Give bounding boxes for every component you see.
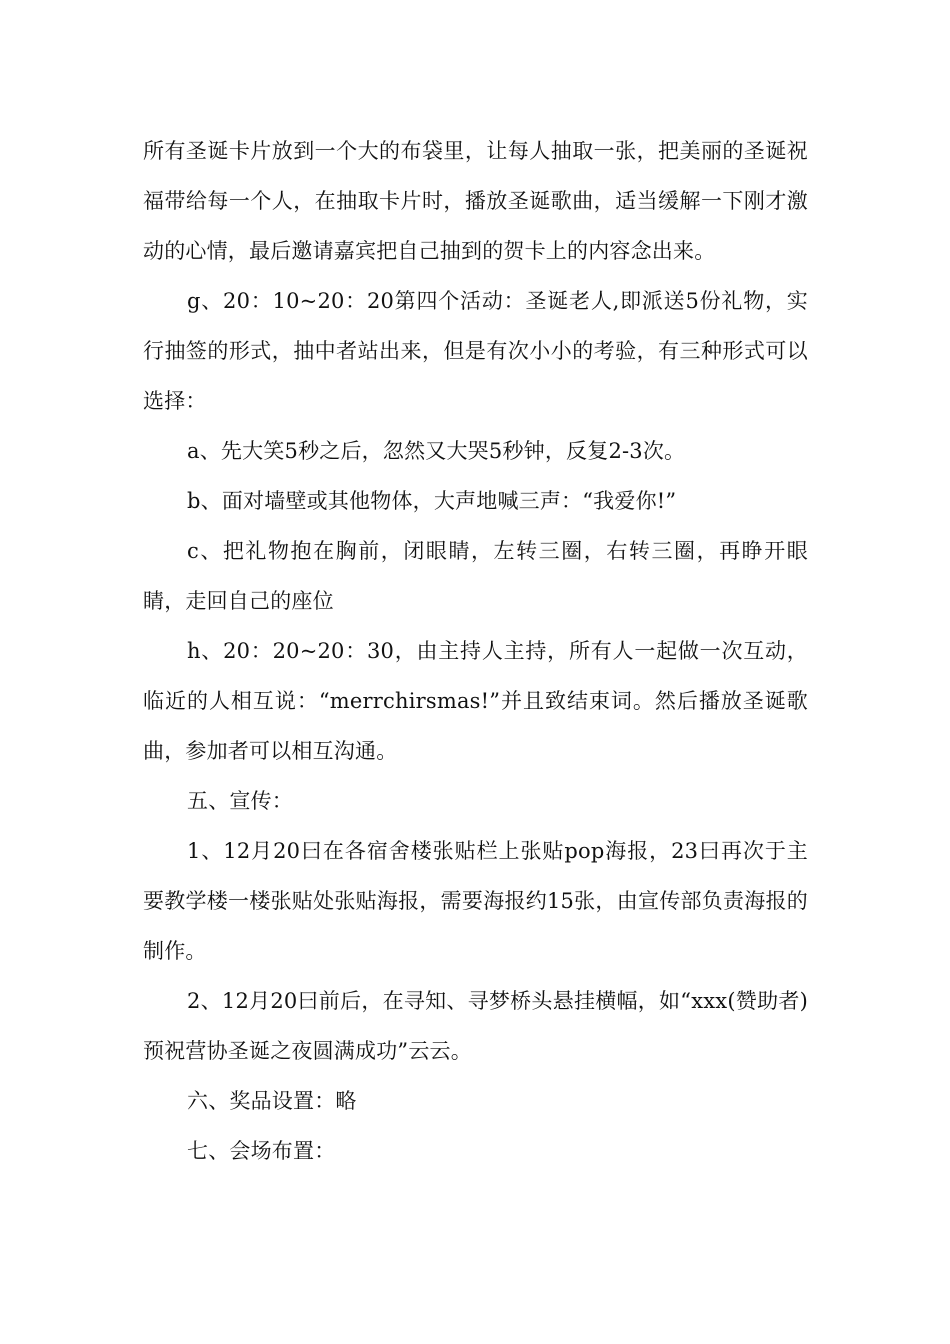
- paragraph-card-draw: 所有圣诞卡片放到一个大的布袋里，让每人抽取一张，把美丽的圣诞祝福带给每一个人，在抽取卡片时，播放圣诞歌曲，适当缓解一下刚才激动的心情，最后邀请嘉宾把自己抽到的贺卡上的内容念出来。: [143, 139, 808, 263]
- section-heading-venue: 七、会场布置：: [187, 1139, 336, 1163]
- section-heading-prizes: 六、奖品设置：略: [187, 1089, 357, 1113]
- section-heading-publicity: 五、宣传：: [187, 789, 293, 813]
- paragraph-option-b: b、面对墙壁或其他物体，大声地喊三声：“我爱你!”: [187, 489, 677, 513]
- paragraph-publicity-1: 1、12月20曰在各宿舍楼张贴栏上张贴pop海报，23曰再次于主要教学楼一楼张贴处张贴海报，需要海报约15张，由宣传部负责海报的制作。: [143, 839, 808, 963]
- paragraph-activity-g: g、20：10~20：20第四个活动：圣诞老人,即派送5份礼物，实行抽签的形式，抽中者站出来，但是有次小小的考验，有三种形式可以选择：: [143, 289, 808, 413]
- paragraph-option-a: a、先大笑5秒之后，忽然又大哭5秒钟，反复2-3次。: [187, 439, 686, 463]
- paragraph-activity-h: h、20：20~20：30，由主持人主持，所有人一起做一次互动，临近的人相互说：“merrchirsmas!”并且致结束词。然后播放圣诞歌曲，参加者可以相互沟通。: [143, 639, 808, 763]
- document-body: [143, 126, 808, 1176]
- paragraph-option-c: c、把礼物抱在胸前，闭眼睛，左转三圈，右转三圈，再睁开眼睛，走回自己的座位: [143, 539, 808, 613]
- paragraph-publicity-2: 2、12月20曰前后，在寻知、寻梦桥头悬挂横幅，如“xxx(赞助者)预祝营协圣诞之夜圆满成功”云云。: [143, 989, 808, 1063]
